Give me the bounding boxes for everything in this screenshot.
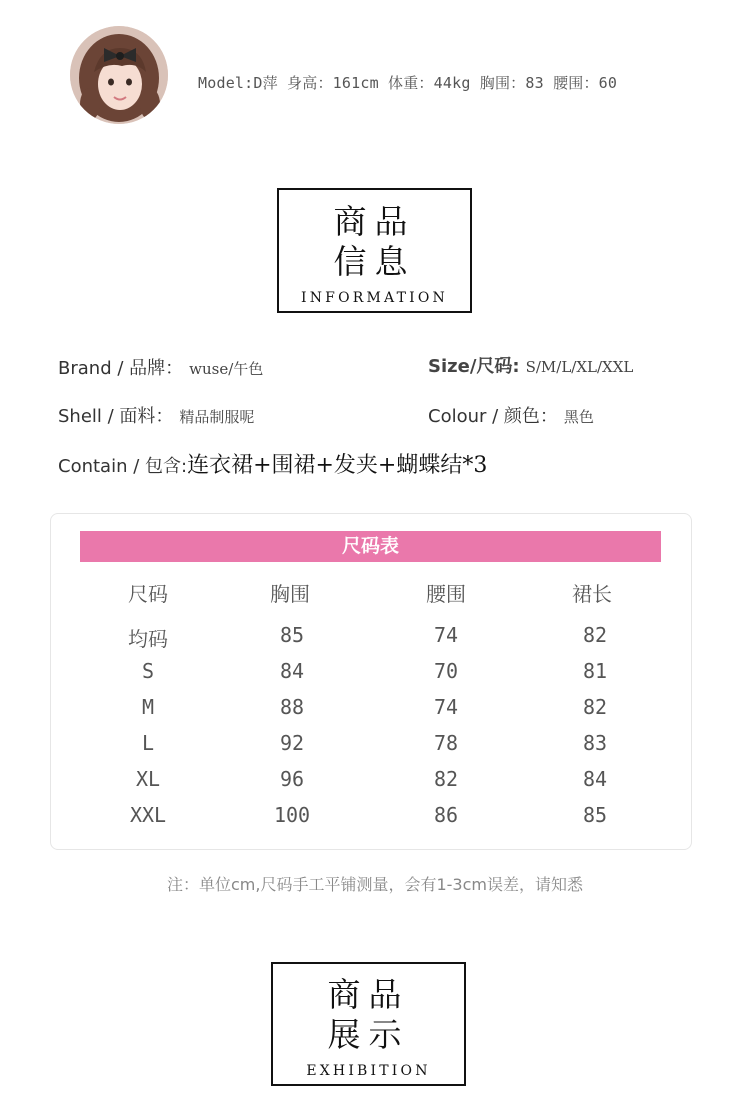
row-waist: 82: [433, 767, 459, 791]
row-length: 82: [582, 695, 608, 719]
size-label: Size/尺码:: [428, 356, 520, 377]
colour-label: Colour / 颜色：: [428, 406, 558, 427]
contain-value: 连衣裙+围裙+发夹+蝴蝶结*3: [187, 453, 488, 478]
row-waist: 78: [433, 731, 459, 755]
row-size: 均码: [128, 627, 168, 651]
column-header-length: 裙长: [572, 582, 612, 606]
model-portrait-image: [70, 26, 168, 124]
information-title-box: [277, 188, 472, 313]
brand-value: wuse/午色: [189, 360, 264, 378]
row-waist: 70: [433, 659, 459, 683]
row-length: 82: [582, 623, 608, 647]
column-header-waist: 腰围: [426, 582, 466, 606]
column-header-bust: 胸围: [270, 582, 310, 606]
row-bust: 84: [279, 659, 305, 683]
brand-row: [58, 354, 263, 380]
colour-value: 黑色: [563, 408, 594, 426]
row-size: M: [141, 695, 155, 719]
row-size: L: [141, 731, 155, 755]
row-length: 81: [582, 659, 608, 683]
row-length: 85: [582, 803, 608, 827]
row-length: 84: [582, 767, 608, 791]
measurement-note: 注：单位cm,尺码手工平铺测量，会有1-3cm误差，请知悉: [167, 875, 583, 894]
model-measurements: Model:D萍 身高：161cm 体重：44kg 胸围：83 腰围：60: [198, 74, 618, 92]
shell-label: Shell / 面料：: [58, 406, 174, 427]
row-bust: 96: [279, 767, 305, 791]
information-title-cn-2: 信息: [333, 242, 416, 281]
colour-row: [428, 402, 594, 428]
contain-row: [58, 448, 487, 479]
row-waist: 74: [433, 623, 459, 647]
size-table-title: 尺码表: [80, 531, 661, 562]
row-waist: 86: [433, 803, 459, 827]
information-title-cn-1: 商品: [333, 202, 416, 241]
column-header-size: 尺码: [128, 582, 168, 606]
information-title-en: INFORMATION: [301, 290, 448, 306]
exhibition-title-cn-2: 展示: [327, 1015, 410, 1054]
row-size: XL: [135, 767, 161, 791]
row-waist: 74: [433, 695, 459, 719]
row-size: XXL: [129, 803, 167, 827]
row-bust: 85: [279, 623, 305, 647]
exhibition-title-box: [271, 962, 466, 1086]
row-bust: 100: [273, 803, 311, 827]
shell-row: [58, 402, 254, 428]
model-avatar: [70, 26, 168, 124]
shell-value: 精品制服呢: [179, 408, 255, 426]
contain-label: Contain / 包含:: [58, 456, 188, 477]
row-length: 83: [582, 731, 608, 755]
exhibition-title-cn-1: 商品: [327, 975, 410, 1014]
size-value: S/M/L/XL/XXL: [525, 358, 634, 376]
row-bust: 92: [279, 731, 305, 755]
exhibition-title-en: EXHIBITION: [306, 1063, 431, 1079]
size-row: [428, 352, 633, 378]
row-size: S: [141, 659, 155, 683]
brand-label: Brand / 品牌：: [58, 358, 184, 379]
row-bust: 88: [279, 695, 305, 719]
